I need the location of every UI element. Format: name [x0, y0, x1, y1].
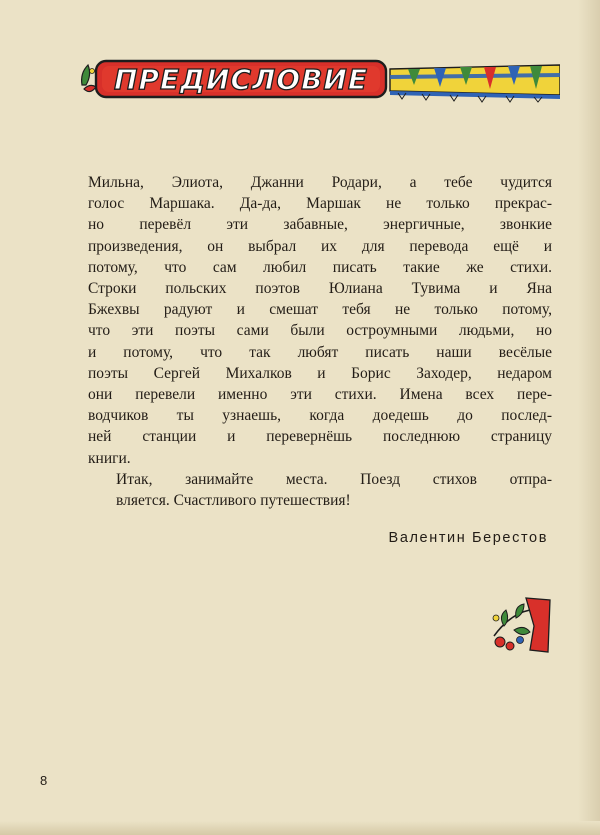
title-banner — [78, 55, 560, 103]
paragraph — [88, 172, 552, 469]
text-line: ней станции и перевернёшь последнюю страницу — [88, 428, 552, 446]
text-line: Строки польских поэтов Юлиана Тувима и Яна — [88, 280, 552, 298]
title-banner-art — [78, 55, 560, 103]
text-line: Бжехвы радуют и смешат тебя не только потому, — [88, 301, 552, 319]
author-signature: Валентин Берестов — [388, 530, 548, 546]
text-line: вляется. Счастливого путешествия! — [116, 492, 351, 510]
text-line: голос Маршака. Да-да, Маршак не только прекрас- — [88, 195, 552, 213]
text-line: водчиков ты узнаешь, когда доедешь до послед- — [88, 407, 552, 425]
leaf-ornament-icon — [82, 65, 96, 92]
text-line: но перевёл эти забавные, энергичные, звонкие — [88, 216, 552, 234]
text-line: что эти поэты сами были остроумными людьми, но — [88, 322, 552, 340]
text-line: поэты Сергей Михалков и Борис Заходер, недаром — [88, 364, 552, 382]
text-line: произведения, он выбрал их для перевода ещё и — [88, 237, 552, 255]
text-line: Итак, занимайте места. Поезд стихов отпра- — [116, 470, 552, 488]
page-edge — [578, 0, 600, 835]
text-line: Мильна, Элиота, Джанни Родари, а тебе чудится — [88, 174, 552, 191]
page-edge-bottom — [0, 821, 600, 835]
floral-ornament-icon — [490, 596, 552, 654]
text-line: книги. — [88, 449, 131, 467]
text-line: они перевели именно эти стихи. Имена всех пере- — [88, 386, 552, 404]
text-line: и потому, что так любят писать наши весёлые — [88, 343, 552, 361]
ribbon-ornament-icon — [390, 65, 560, 102]
paragraph — [88, 469, 552, 511]
page-title: ПРЕДИСЛОВИЕ — [114, 63, 368, 96]
text-line: потому, что сам любил писать такие же стихи. — [88, 258, 552, 276]
page-number: 8 — [40, 773, 48, 788]
preface-body — [88, 172, 552, 511]
